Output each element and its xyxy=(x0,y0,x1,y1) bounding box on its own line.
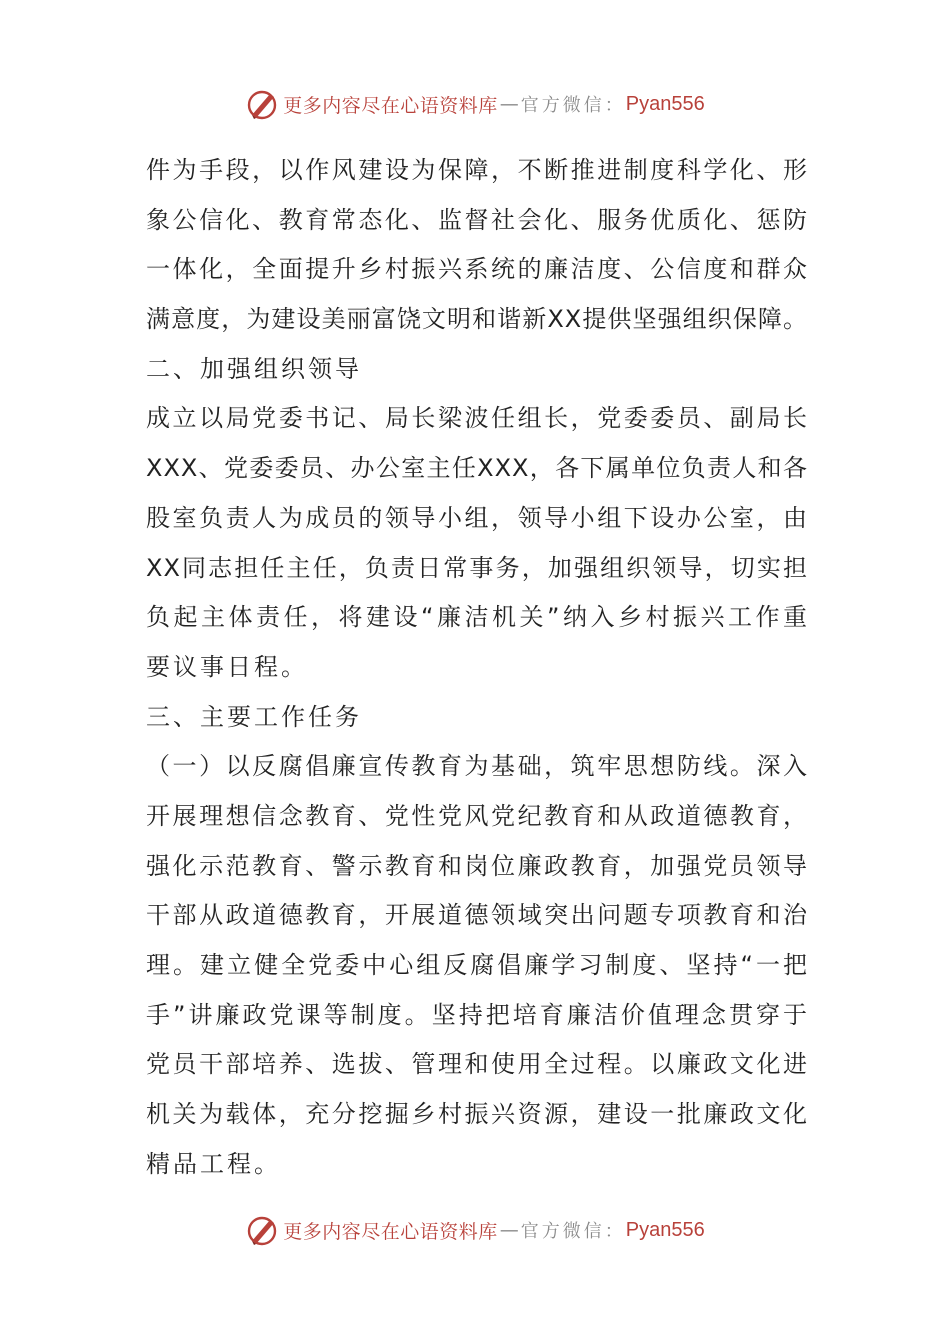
body-line: 开展理想信念教育、党性党风党纪教育和从政道德教育， xyxy=(146,801,808,830)
body-line: 象公信化、教育常态化、监督社会化、服务优质化、惩防 xyxy=(146,205,808,234)
body-line: 件为手段，以作风建设为保障，不断推进制度科学化、形 xyxy=(146,156,808,184)
body-line: 满意度，为建设美丽富饶文明和谐新XX提供坚强组织保障。 xyxy=(146,305,808,334)
body-line: 机关为载体，充分挖掘乡村振兴资源，建设一批廉政文化 xyxy=(146,1100,808,1129)
body-line: 精品工程。 xyxy=(146,1149,281,1178)
footer-watermark-banner xyxy=(0,1210,950,1250)
section-heading: 三、主要工作任务 xyxy=(146,702,362,731)
body-line: 一体化，全面提升乡村振兴系统的廉洁度、公信度和群众 xyxy=(146,255,808,284)
body-line: 股室负责人为成员的领导小组，领导小组下设办公室，由 xyxy=(146,503,808,532)
pen-logo-icon xyxy=(245,1213,279,1247)
section-heading: 二、加强组织领导 xyxy=(146,354,362,383)
pen-logo-icon xyxy=(245,87,279,121)
body-line: XX同志担任主任，负责日常事务，加强组织领导，切实担 xyxy=(146,553,808,582)
body-line: 党员干部培养、选拔、管理和使用全过程。以廉政文化进 xyxy=(146,1050,808,1079)
body-line: 要议事日程。 xyxy=(146,652,308,681)
document-body xyxy=(146,146,808,1189)
banner-slogan: 更多内容尽在心语资料库 xyxy=(283,94,498,117)
body-line: 强化示范教育、警示教育和岗位廉政教育，加强党员领导 xyxy=(146,851,808,880)
banner-dash: — xyxy=(499,1219,519,1241)
banner-wechat-id: Pyan556 xyxy=(625,92,705,115)
banner-slogan: 更多内容尽在心语资料库 xyxy=(283,1220,498,1243)
banner-wechat-label: 官方微信： xyxy=(520,95,626,116)
banner-dash: — xyxy=(499,93,519,115)
body-line: 成立以局党委书记、局长梁波任组长，党委委员、副局长 xyxy=(146,404,808,433)
body-line: 负起主体责任，将建设“廉洁机关”纳入乡村振兴工作重 xyxy=(146,603,808,632)
header-watermark-banner xyxy=(0,84,950,124)
banner-wechat-label: 官方微信： xyxy=(520,1221,626,1242)
body-line: 手”讲廉政党课等制度。坚持把培育廉洁价值理念贯穿于 xyxy=(146,1000,808,1029)
body-line: 干部从政道德教育，开展道德领域突出问题专项教育和治 xyxy=(146,901,808,930)
banner-wechat-id: Pyan556 xyxy=(625,1218,705,1241)
body-line: XXX、党委委员、办公室主任XXX，各下属单位负责人和各 xyxy=(146,454,808,483)
body-line: 理。建立健全党委中心组反腐倡廉学习制度、坚持“一把 xyxy=(146,951,808,979)
body-line: （一）以反腐倡廉宣传教育为基础，筑牢思想防线。深入 xyxy=(146,752,808,781)
